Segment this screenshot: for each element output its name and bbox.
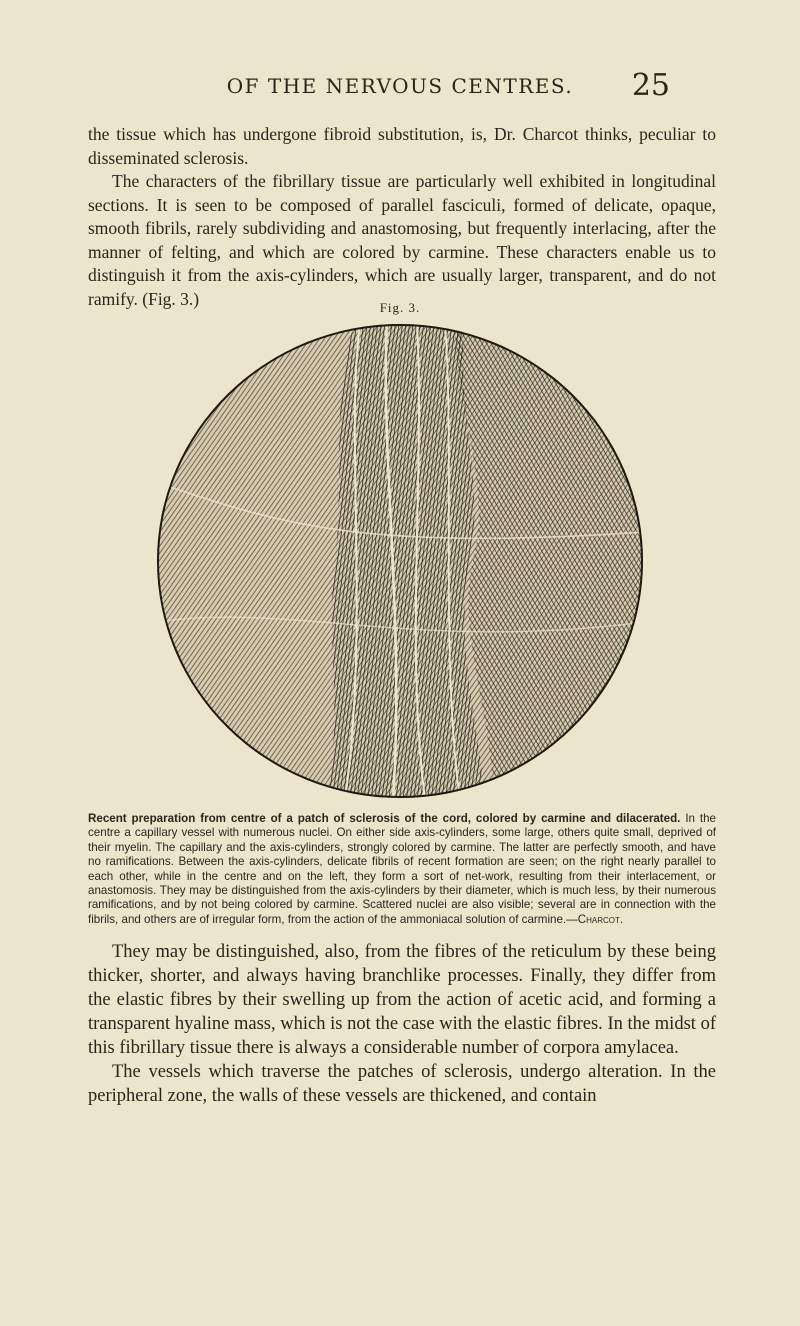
running-title: OF THE NERVOUS CENTRES.: [226, 74, 574, 98]
figure-caption: [88, 812, 716, 927]
body-paragraph-lower: [88, 940, 716, 1108]
histology-illustration: [155, 322, 645, 800]
page-number: 25: [631, 68, 670, 103]
caption-body: In the centre a capillary vessel with numerous nuclei. On either side axis-cylinders, some large, others quite small, deprived of their myelin. The capillary and the axis-cylinders, strongly colored by carmine. The latter are perfectly smooth, and have no ramifications. Between the axis-cylinders, delicate fibrils of recent formation are seen; on the right nearly parallel to each other, while in the centre and on the left, they form a sort of net-work, resulting from their interlacement, or anastomosis. They may be distinguished from the axis-cylinders by their diameter, which is much less, by their numerous ramifications, and by not being colored by carmine. Scattered nuclei are also visible; several are in connection with the fibrils, and others are of irregular form, from the action of the ammoniacal solution of carmine.—: [88, 812, 716, 926]
paragraph-vessels: The vessels which traverse the patches of sclerosis, undergo alteration. In the peripheral zone, the walls of these vessels are thickened, and contain: [88, 1062, 716, 1106]
caption-author: Charcot.: [577, 912, 624, 926]
figure-label: Fig. 3.: [379, 300, 421, 315]
paragraph-distinguished: They may be distinguished, also, from the fibres of the reticulum by these being thicker, shorter, and always having branchlike processes. Finally, they differ from the elastic fibres by their swelling up from the action of acetic acid, and forming a transparent hyaline mass, which is not the case with the elastic fibres. In the midst of this fibrillary tissue there is always a considerable number of corpora amylacea.: [88, 942, 716, 1058]
caption-lead: Recent preparation from centre of a patch of sclerosis of the cord, colored by carmine and dilacerated.: [88, 812, 681, 825]
body-paragraph: [88, 123, 716, 311]
page-header: [0, 70, 800, 110]
paragraph-fibrillary-tissue: The characters of the fibrillary tissue are particularly well exhibited in longitudinal sections. It is seen to be composed of parallel fasciculi, formed of delicate, opaque, smooth fibrils, rarely subdividing and anastomosing, but frequently interlacing, after the manner of felting, and which are colored by carmine. These characters enable us to distinguish it from the axis-cylinders, which are usually larger, transparent, and do not ramify. (Fig. 3.): [88, 171, 716, 309]
paragraph-continued: the tissue which has undergone fibroid substitution, is, Dr. Charcot thinks, peculiar to disseminated sclerosis.: [88, 124, 716, 168]
